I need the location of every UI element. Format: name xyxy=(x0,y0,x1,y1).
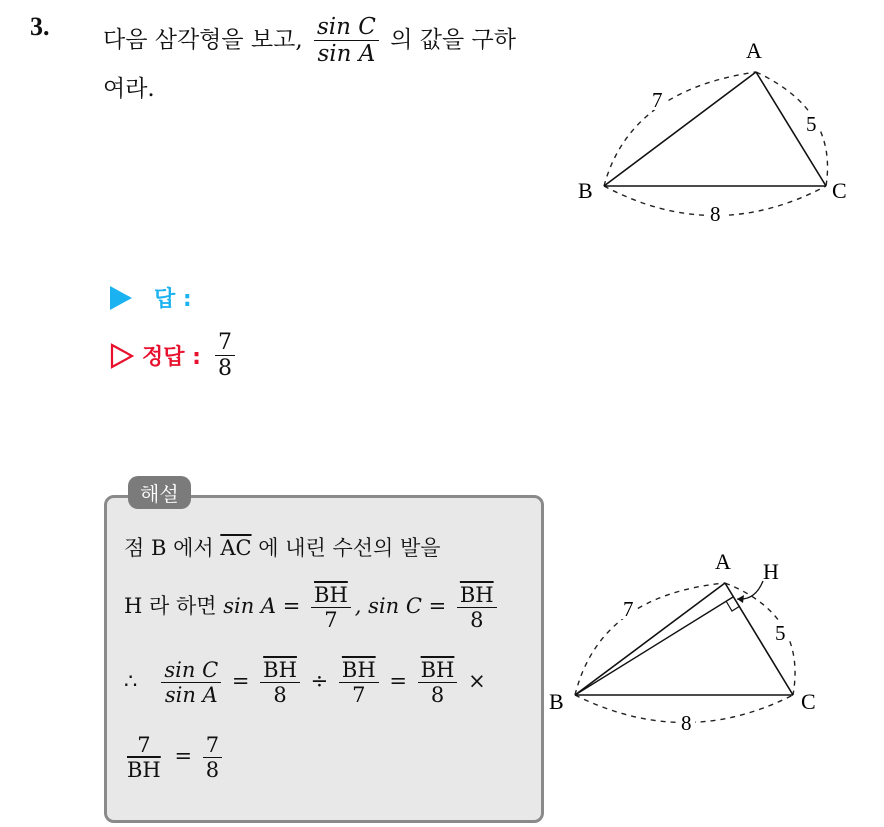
times-sign: × xyxy=(468,669,486,694)
side-ab-label: 7 xyxy=(652,88,663,112)
question-text-after: 의 값을 구하 xyxy=(390,26,516,53)
frac-den: 7 xyxy=(324,608,338,633)
vertex-a-label: A xyxy=(746,38,762,63)
side-ab-line xyxy=(575,583,725,695)
fraction-bh-7 xyxy=(339,658,379,707)
frac-num: 7 xyxy=(134,733,153,758)
perpendicular-bh-line xyxy=(575,597,733,695)
question-text-line2: 여라. xyxy=(103,75,155,102)
vertex-b-label: B xyxy=(549,689,564,714)
vertex-b-label: B xyxy=(578,178,593,203)
side-bc-label: 8 xyxy=(710,202,721,226)
frac-den: 8 xyxy=(430,683,445,708)
frac-num: 7 xyxy=(203,733,222,758)
frac-den: 8 xyxy=(470,608,484,633)
segment-ac: $\overline{AC}$ xyxy=(220,536,252,560)
equals-sign: = xyxy=(231,669,250,694)
question-fraction xyxy=(314,14,379,68)
solution-line-4 xyxy=(124,733,226,782)
solution-line-1 xyxy=(124,535,441,562)
equals-sign: = xyxy=(174,744,193,769)
outline-play-icon xyxy=(110,343,134,369)
equals-sign: = xyxy=(389,669,407,694)
question-frac-num: sin C xyxy=(314,14,379,41)
answer-row xyxy=(110,282,192,313)
fraction-sinc-sina xyxy=(161,658,221,707)
frac-num: sin C xyxy=(161,658,221,683)
fraction-7-8 xyxy=(203,733,222,782)
correct-answer-row xyxy=(110,330,239,382)
correct-answer-den: 8 xyxy=(217,356,232,382)
answer-label: 답 : xyxy=(154,287,192,312)
right-angle-mark xyxy=(726,601,740,611)
side-ab-label: 7 xyxy=(623,597,634,621)
vertex-a-label: A xyxy=(715,549,731,574)
solution-line-2 xyxy=(124,583,501,632)
h-pointer-arrowhead xyxy=(737,595,744,603)
question-text-before: 다음 삼각형을 보고, xyxy=(103,26,303,53)
frac-den: sin A xyxy=(164,683,218,708)
solution-tag: 해설 xyxy=(128,476,191,509)
triangle-figure xyxy=(560,30,860,240)
frac-den: 8 xyxy=(205,758,220,783)
vertex-c-label: C xyxy=(801,689,816,714)
play-icon xyxy=(110,286,132,310)
side-ac-label: 5 xyxy=(806,112,817,136)
frac-num: $\overline{BH}$ xyxy=(311,583,351,608)
frac-num: $\overline{BH}$ xyxy=(418,658,458,683)
correct-answer-label: 정답 : xyxy=(142,345,201,371)
frac-num: $\overline{BH}$ xyxy=(457,583,497,608)
fraction-7-bh xyxy=(124,733,164,782)
sin-c-expr: , sin C = xyxy=(354,594,447,619)
frac-den: 8 xyxy=(273,683,287,708)
solution-line1-a: 점 B 에서 xyxy=(124,536,214,560)
fraction-bh-8 xyxy=(260,658,300,707)
fraction-bh-8 xyxy=(418,658,458,707)
h-pointer-arrow xyxy=(737,581,763,599)
question-number: 3. xyxy=(30,12,50,41)
solution-line1-b: 에 내린 수선의 발을 xyxy=(258,536,441,560)
correct-answer-fraction xyxy=(215,330,235,382)
frac-den: 7 xyxy=(352,683,366,708)
solution-line-3 xyxy=(124,658,486,707)
vertex-c-label: C xyxy=(832,178,847,203)
side-ac-label: 5 xyxy=(775,621,786,645)
solution-triangle-figure xyxy=(545,545,865,745)
question-frac-den: sin A xyxy=(317,41,376,68)
sin-a-expr: sin A = xyxy=(223,594,301,619)
side-ab-line xyxy=(604,72,756,186)
side-bc-label: 8 xyxy=(681,711,692,735)
divide-sign: ÷ xyxy=(310,669,329,694)
frac-den: BH xyxy=(127,758,161,783)
fraction-bh-7 xyxy=(311,583,351,632)
therefore-symbol: ∴ xyxy=(124,669,138,694)
frac-num: $\overline{BH}$ xyxy=(339,658,379,683)
correct-answer-num: 7 xyxy=(215,330,235,356)
frac-num: $\overline{BH}$ xyxy=(260,658,300,683)
vertex-h-label: H xyxy=(763,559,779,584)
fraction-bh-8 xyxy=(457,583,497,632)
question-text xyxy=(103,14,573,112)
solution-line2-a: H 라 하면 xyxy=(124,594,217,619)
